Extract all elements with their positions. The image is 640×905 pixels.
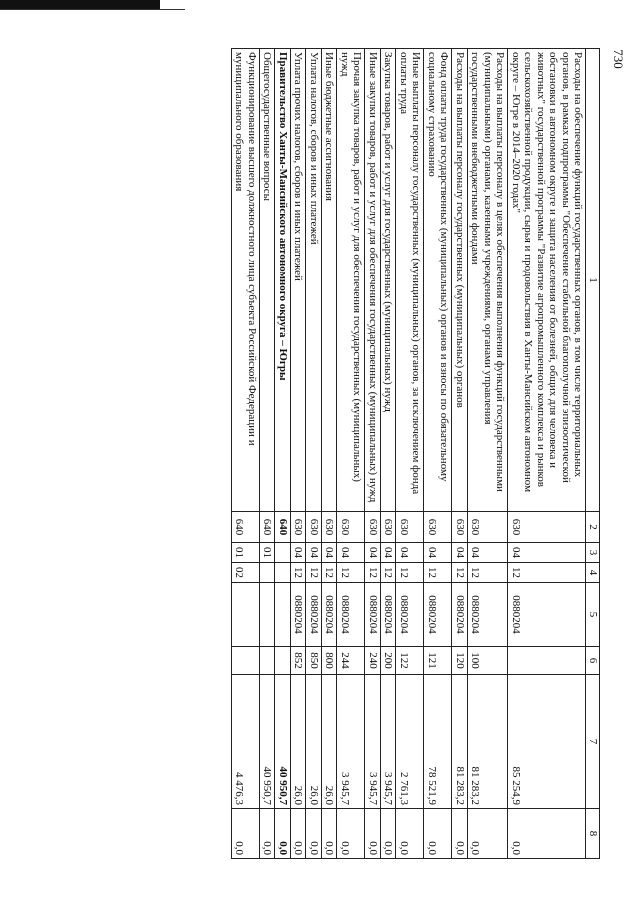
table-row: [424, 49, 452, 859]
section-code-cell: 01: [260, 543, 276, 563]
amount-cell: 78 521,9: [424, 675, 452, 809]
ved-code-cell: 630: [452, 512, 468, 543]
ved-code-cell: 630: [322, 512, 338, 543]
amount-cell: 40 950,7: [275, 675, 291, 809]
row-name-cell: Расходы на выплаты персоналу государственных (муниципальных) органов: [452, 49, 468, 512]
expense-type-cell: 100: [468, 647, 509, 675]
table-row: [306, 49, 322, 859]
page-number: 730: [611, 49, 626, 69]
amount-cell: 26,0: [291, 675, 307, 809]
expense-type-cell: 200: [381, 647, 397, 675]
row-name-cell: Функционирование высшего должностного лица субъекта Российской Федерации и муниципального образования: [232, 49, 260, 512]
table-header-row: [586, 49, 600, 859]
amount-2-cell: 0,0: [424, 809, 452, 859]
amount-cell: 4 476,3: [232, 675, 260, 809]
target-code-cell: 0880204: [337, 583, 365, 647]
ved-code-cell: 630: [337, 512, 365, 543]
ved-code-cell: 630: [381, 512, 397, 543]
subsection-code-cell: 12: [424, 563, 452, 583]
ved-code-cell: 630: [508, 512, 586, 543]
section-code-cell: 04: [468, 543, 509, 563]
section-code-cell: [275, 543, 291, 563]
scan-edge-line: [0, 9, 185, 10]
table-row: [396, 49, 424, 859]
section-code-cell: 04: [291, 543, 307, 563]
ved-code-cell: 630: [424, 512, 452, 543]
subsection-code-cell: 12: [322, 563, 338, 583]
table-row: [322, 49, 338, 859]
header-cell: 6: [586, 647, 600, 675]
amount-cell: 40 950,7: [260, 675, 276, 809]
amount-2-cell: 0,0: [232, 809, 260, 859]
section-code-cell: 04: [424, 543, 452, 563]
row-name-cell: Закупка товаров, работ и услуг для государственных (муниципальных) нужд: [381, 49, 397, 512]
ved-code-cell: 630: [468, 512, 509, 543]
subsection-code-cell: 12: [508, 563, 586, 583]
table-row: [468, 49, 509, 859]
row-name-cell: Общегосударственные вопросы: [260, 49, 276, 512]
scan-edge-mark: [0, 0, 160, 9]
subsection-code-cell: 12: [365, 563, 381, 583]
row-name-cell: Уплата налогов, сборов и иных платежей: [306, 49, 322, 512]
row-name-cell: Правительство Ханты-Мансийского автономного округа – Югры: [275, 49, 291, 512]
table-row: [452, 49, 468, 859]
amount-2-cell: 0,0: [365, 809, 381, 859]
table-row: [260, 49, 276, 859]
target-code-cell: [232, 583, 260, 647]
table-row: [275, 49, 291, 859]
target-code-cell: 0880204: [508, 583, 586, 647]
table-row: [291, 49, 307, 859]
budget-table: [231, 48, 600, 859]
table-row: [365, 49, 381, 859]
subsection-code-cell: 12: [337, 563, 365, 583]
amount-cell: 81 283,2: [468, 675, 509, 809]
section-code-cell: 04: [508, 543, 586, 563]
amount-2-cell: 0,0: [508, 809, 586, 859]
expense-type-cell: 850: [306, 647, 322, 675]
target-code-cell: 0880204: [381, 583, 397, 647]
expense-type-cell: 121: [424, 647, 452, 675]
row-name-cell: Фонд оплаты труда государственных (муниципальных) органов и взносы по обязательному социальному страхованию: [424, 49, 452, 512]
row-name-cell: Расходы на выплаты персоналу в целях обеспечения выполнения функций государственными (муниципальными) органами, казенными учреждениями, органами управления государственными внебюджетными фондами: [468, 49, 509, 512]
ved-code-cell: 630: [365, 512, 381, 543]
amount-cell: 26,0: [306, 675, 322, 809]
amount-cell: 3 945,7: [365, 675, 381, 809]
section-code-cell: 04: [452, 543, 468, 563]
amount-2-cell: 0,0: [260, 809, 276, 859]
expense-type-cell: 120: [452, 647, 468, 675]
table-row: [381, 49, 397, 859]
ved-code-cell: 640: [260, 512, 276, 543]
target-code-cell: 0880204: [306, 583, 322, 647]
expense-type-cell: 852: [291, 647, 307, 675]
section-code-cell: 04: [396, 543, 424, 563]
target-code-cell: [275, 583, 291, 647]
subsection-code-cell: 12: [381, 563, 397, 583]
subsection-code-cell: [260, 563, 276, 583]
target-code-cell: 0880204: [365, 583, 381, 647]
amount-cell: 26,0: [322, 675, 338, 809]
expense-type-cell: 240: [365, 647, 381, 675]
ved-code-cell: 630: [396, 512, 424, 543]
table-row: [232, 49, 260, 859]
header-cell: 2: [586, 512, 600, 543]
header-cell: 7: [586, 675, 600, 809]
section-code-cell: 04: [306, 543, 322, 563]
row-name-cell: Уплата прочих налогов, сборов и иных платежей: [291, 49, 307, 512]
target-code-cell: 0880204: [396, 583, 424, 647]
subsection-code-cell: 12: [396, 563, 424, 583]
ved-code-cell: 640: [275, 512, 291, 543]
subsection-code-cell: 12: [468, 563, 509, 583]
row-name-cell: Иные выплаты персоналу государственных (муниципальных) органов, за исключением фонда оплаты труда: [396, 49, 424, 512]
amount-2-cell: 0,0: [275, 809, 291, 859]
subsection-code-cell: 12: [306, 563, 322, 583]
target-code-cell: 0880204: [322, 583, 338, 647]
section-code-cell: 04: [365, 543, 381, 563]
amount-cell: 3 945,7: [337, 675, 365, 809]
target-code-cell: 0880204: [468, 583, 509, 647]
target-code-cell: 0880204: [291, 583, 307, 647]
amount-2-cell: 0,0: [396, 809, 424, 859]
subsection-code-cell: [275, 563, 291, 583]
section-code-cell: 04: [381, 543, 397, 563]
row-name-cell: Прочая закупка товаров, работ и услуг для обеспечения государственных (муниципальных) нужд: [337, 49, 365, 512]
row-name-cell: Расходы на обеспечение функций государственных органов, в том числе территориальных органов, в рамках подпрограммы "Обеспечение стабильной благополучной эпизоотической обстановки в автономном округе и защита населения от болезней, общих для человека и животных" государственной программы "Развитие агропромышленного комплекса и рынков сельскохозяйственной продукции, сырья и продовольствия в Ханты-Мансийском автономном округе – Югре в 2014–2020 годах": [508, 49, 586, 512]
expense-type-cell: [260, 647, 276, 675]
amount-cell: 3 945,7: [381, 675, 397, 809]
target-code-cell: [260, 583, 276, 647]
ved-code-cell: 630: [306, 512, 322, 543]
section-code-cell: 01: [232, 543, 260, 563]
row-name-cell: Иные закупки товаров, работ и услуг для обеспечения государственных (муниципальных) нужд: [365, 49, 381, 512]
amount-2-cell: 0,0: [291, 809, 307, 859]
expense-type-cell: 800: [322, 647, 338, 675]
amount-2-cell: 0,0: [452, 809, 468, 859]
amount-2-cell: 0,0: [381, 809, 397, 859]
target-code-cell: 0880204: [424, 583, 452, 647]
expense-type-cell: 244: [337, 647, 365, 675]
amount-2-cell: 0,0: [322, 809, 338, 859]
header-cell: 5: [586, 583, 600, 647]
amount-cell: 81 283,2: [452, 675, 468, 809]
amount-cell: 85 254,9: [508, 675, 586, 809]
header-cell: 1: [586, 49, 600, 512]
target-code-cell: 0880204: [452, 583, 468, 647]
table-row: [508, 49, 586, 859]
section-code-cell: 04: [337, 543, 365, 563]
amount-2-cell: 0,0: [468, 809, 509, 859]
header-cell: 3: [586, 543, 600, 563]
ved-code-cell: 630: [291, 512, 307, 543]
row-name-cell: Иные бюджетные ассигнования: [322, 49, 338, 512]
expense-type-cell: [232, 647, 260, 675]
amount-2-cell: 0,0: [337, 809, 365, 859]
expense-type-cell: [508, 647, 586, 675]
table-row: [337, 49, 365, 859]
subsection-code-cell: 02: [232, 563, 260, 583]
header-cell: 8: [586, 809, 600, 859]
amount-cell: 2 761,3: [396, 675, 424, 809]
expense-type-cell: 122: [396, 647, 424, 675]
rotated-page: [80, 48, 600, 858]
section-code-cell: 04: [322, 543, 338, 563]
ved-code-cell: 640: [232, 512, 260, 543]
subsection-code-cell: 12: [291, 563, 307, 583]
amount-2-cell: 0,0: [306, 809, 322, 859]
subsection-code-cell: 12: [452, 563, 468, 583]
header-cell: 4: [586, 563, 600, 583]
expense-type-cell: [275, 647, 291, 675]
